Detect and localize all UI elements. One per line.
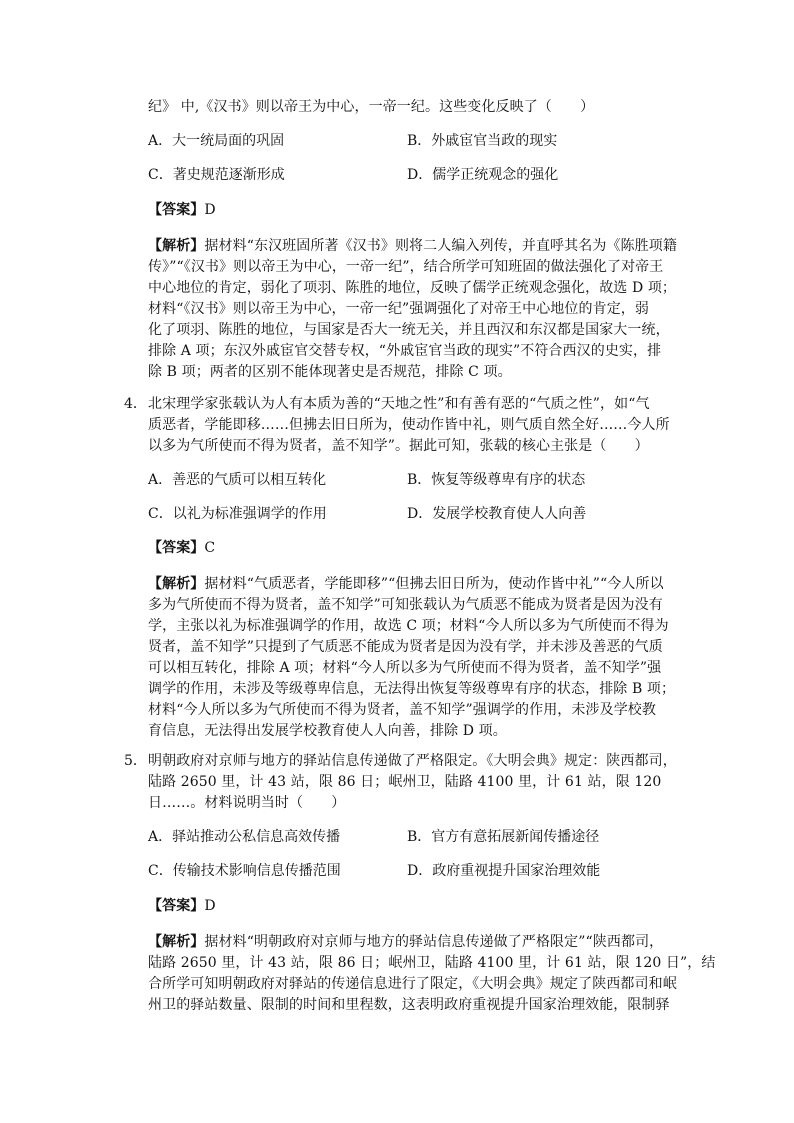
analysis-label: 【解析】 bbox=[148, 934, 205, 950]
q5-option-b: B．官方有意拓展新闻传播途径 bbox=[407, 829, 600, 845]
q4-analysis-line: 育信息，无法得出发展学校教育使人人向善，排除 D 项。 bbox=[148, 723, 507, 739]
q3-option-a: A．大一统局面的巩固 bbox=[148, 133, 285, 149]
q4-analysis-line bbox=[148, 575, 664, 593]
q5-stem-line: 明朝政府对京师与地方的驿站信息传递做了严格限定。《大明会典》规定：陕西都司， bbox=[148, 753, 677, 769]
analysis-label: 【解析】 bbox=[148, 576, 205, 592]
q4-analysis-line: 贤者，盖不知学”只提到了气质恶不能成为贤者是因为没有学，并未涉及善恶的气质 bbox=[148, 639, 663, 655]
q4-option-b: B．恢复等级尊卑有序的状态 bbox=[407, 472, 586, 488]
analysis-label: 【解析】 bbox=[148, 238, 205, 254]
q5-stem-line: 陆路 2650 里，计 43 站，限 86 日；岷州卫，陆路 4100 里，计 61 站，限 120 bbox=[148, 774, 662, 790]
q4-stem-line: 北宋理学家张载认为人有本质为善的“天地之性”和有善有恶的“气质之性”，如“气 bbox=[148, 396, 650, 412]
q5-option-c: C．传输技术影响信息传播范围 bbox=[148, 863, 341, 879]
q5-analysis-line: 陆路 2650 里，计 43 站，限 86 日；岷州卫，陆路 4100 里，计 61 站，限 120 日”，结 bbox=[148, 955, 716, 971]
analysis-text: 据材料“明朝政府对京师与地方的驿站信息传递做了严格限定”“陕西都司， bbox=[204, 934, 664, 950]
q5-number: 5． bbox=[124, 753, 147, 769]
analysis-text: 据材料“气质恶者，学能即移”“但拂去旧日所为，使动作皆中礼”“今人所以 bbox=[204, 576, 664, 592]
q3-analysis-line: 化了项羽、陈胜的地位，与国家是否大一统无关，并且西汉和东汉都是国家大一统， bbox=[148, 322, 670, 338]
q3-option-b: B．外戚宦官当政的现实 bbox=[407, 133, 558, 149]
q4-analysis-line: 学，主张以礼为标准强调学的作用，故选 C 项；材料“今人所以多为气所使而不得为 bbox=[148, 618, 669, 634]
q3-analysis-line: 中心地位的肯定，弱化了项羽、陈胜的地位，反映了儒学正统观念强化，故选 D 项； bbox=[148, 280, 677, 296]
q5-answer bbox=[148, 897, 216, 915]
q3-option-c: C．著史规范逐渐形成 bbox=[148, 167, 285, 183]
q3-analysis-line: 材料“《汉书》则以帝王为中心，一帝一纪”强调强化了对帝王中心地位的肯定，弱 bbox=[148, 301, 650, 317]
q5-analysis-line bbox=[148, 933, 663, 951]
q4-number: 4． bbox=[124, 396, 147, 412]
q5-option-d: D．政府重视提升国家治理效能 bbox=[407, 863, 601, 879]
q4-analysis-line: 可以相互转化，排除 A 项；材料“今人所以多为气所使而不得为贤者，盖不知学”强 bbox=[148, 660, 662, 676]
answer-label: 【答案】 bbox=[148, 540, 205, 556]
q3-stem-tail: 纪》 中,《汉书》则以帝王为中心，一帝一纪。这些变化反映了（ ） bbox=[148, 99, 595, 115]
q4-analysis-line: 调学的作用，未涉及等级尊卑信息，无法得出恢复等级尊卑有序的状态，排除 B 项； bbox=[148, 681, 676, 697]
q3-analysis-line: 排除 A 项；东汉外戚宦官交替专权，“外戚宦官当政的现实”不符合西汉的史实，排 bbox=[148, 343, 662, 359]
q5-analysis-line: 合所学可知明朝政府对驿站的传递信息进行了限定，《大明会典》规定了陕西都司和岷 bbox=[148, 976, 677, 992]
answer-value: C bbox=[204, 540, 216, 556]
q4-stem-line: 质恶者，学能即移……但拂去旧日所为，使动作皆中礼，则气质自然全好……今人所 bbox=[148, 417, 670, 433]
q5-analysis-line: 州卫的驿站数量、限制的时间和里程数，这表明政府重视提升国家治理效能，限制驿 bbox=[148, 997, 670, 1013]
q4-answer bbox=[148, 539, 215, 557]
q3-analysis-line: 传》”“《汉书》则以帝王为中心，一帝一纪”，结合所学可知班固的做法强化了对帝王 bbox=[148, 259, 664, 275]
q4-analysis-line: 多为气所使而不得为贤者，盖不知学”可知张载认为气质恶不能成为贤者是因为没有 bbox=[148, 597, 663, 613]
answer-label: 【答案】 bbox=[148, 202, 205, 218]
q5-option-a: A．驿站推动公私信息高效传播 bbox=[148, 829, 341, 845]
answer-value: D bbox=[204, 898, 216, 914]
answer-value: D bbox=[204, 202, 216, 218]
q5-stem-line: 日……。材料说明当时（ ） bbox=[148, 795, 346, 811]
q3-option-d: D．儒学正统观念的强化 bbox=[407, 167, 559, 183]
q3-answer bbox=[148, 201, 216, 219]
answer-label: 【答案】 bbox=[148, 898, 205, 914]
q4-stem-line: 以多为气所使而不得为贤者，盖不知学”。据此可知，张载的核心主张是（ ） bbox=[148, 438, 649, 454]
q4-option-c: C．以礼为标准强调学的作用 bbox=[148, 506, 327, 522]
q4-option-d: D．发展学校教育使人人向善 bbox=[407, 506, 587, 522]
q3-analysis-line bbox=[148, 237, 677, 255]
q3-analysis-line: 除 B 项；两者的区别不能体现著史是否规范，排除 C 项。 bbox=[148, 364, 512, 380]
analysis-text: 据材料“东汉班固所著《汉书》则将二人编入列传，并直呼其名为《陈胜项籍 bbox=[204, 238, 677, 254]
q4-option-a: A．善恶的气质可以相互转化 bbox=[148, 472, 327, 488]
q4-analysis-line: 材料“今人所以多为气所使而不得为贤者，盖不知学”强调学的作用，未涉及学校教 bbox=[148, 702, 657, 718]
